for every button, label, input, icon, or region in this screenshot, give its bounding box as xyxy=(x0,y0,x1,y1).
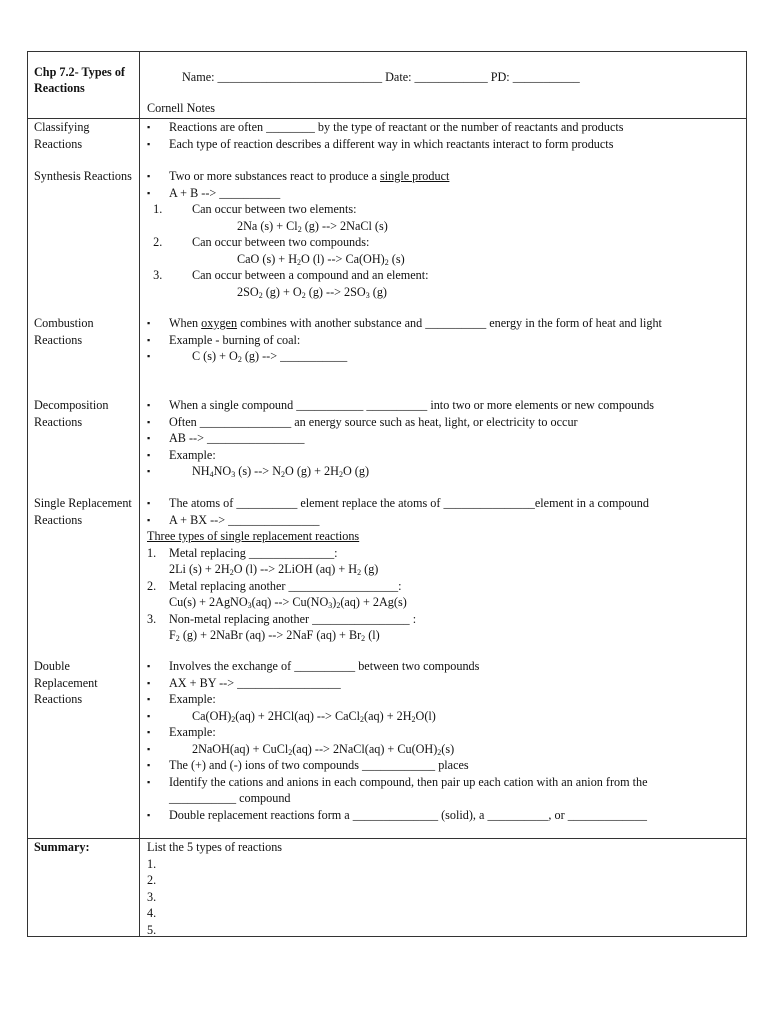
bullet-icon xyxy=(147,332,150,349)
summary-item: 5. xyxy=(147,922,157,937)
double-bullet-8: Identify the cations and anions in each compound, then pair up each cation with an anion from the xyxy=(169,774,648,789)
decomposition-section xyxy=(147,397,742,480)
bullet-icon xyxy=(147,430,150,447)
single-item-2: Metal replacing another __________________: xyxy=(169,578,402,593)
classifying-section xyxy=(147,119,742,152)
bullet-icon xyxy=(147,708,150,725)
bullet-icon xyxy=(147,741,150,758)
equation: C $(s) + O_2$ (g) --> ___________ xyxy=(192,349,348,364)
double-replacement-section xyxy=(147,658,742,823)
double-bullet-7: The (+) and (-) ions of two compounds ____________ places xyxy=(169,758,469,772)
bullet-icon xyxy=(147,675,150,692)
summary-section xyxy=(147,839,742,938)
chapter-title: Chp 7.2- Types of Reactions xyxy=(34,65,125,95)
classifying-label: Classifying Reactions xyxy=(34,120,90,151)
bullet-icon xyxy=(147,495,150,512)
summary-item: 1. xyxy=(147,856,157,871)
summary-item: 3. xyxy=(147,889,157,904)
bullet-icon xyxy=(147,397,150,414)
bullet-icon xyxy=(147,168,150,185)
equation: $F_2$ (g) + 2NaBr (aq) --> 2NaF $(aq) + Br_2$ (l) xyxy=(169,628,380,643)
synthesis-section: ▪ Two or more substances react to produce a single product ▪ A + B --> __________ 1. Can occur between two elements: 2Na $(s) + Cl_2$ (g) --> 2NaCl (s) 2. Can occur between two compounds: CaO $(s) + H_2O$ (l) --> $Ca(OH)_2$ (s) 3. Can occur between a compound and an element: $2SO_2$ $(g) + O_2$ (g) --> $2SO_3$ (g) xyxy=(147,168,742,300)
single-bullet-2: A + BX --> _______________ xyxy=(169,512,320,527)
double-bullet-2: AX + BY --> _________________ xyxy=(169,675,341,690)
combustion-label: Combustion Reactions xyxy=(34,316,94,347)
synthesis-label: Synthesis Reactions xyxy=(34,169,132,183)
summary-prompt: List the 5 types of reactions xyxy=(147,840,283,854)
synthesis-item-1: Can occur between two elements: xyxy=(192,202,357,216)
double-bullet-3: Example: xyxy=(169,692,216,706)
decomposition-bullet-3: AB --> ________________ xyxy=(169,431,305,445)
double-bullet-9: Double replacement reactions form a ______________ (solid), a __________, or _____________ xyxy=(169,807,647,822)
bullet-icon xyxy=(147,185,150,202)
bullet-icon xyxy=(147,757,150,774)
equation: 2Li $(s) + 2H_2O$ (l) --> 2LiOH $(aq) + H_2$ (g) xyxy=(169,562,379,577)
summary-item: 2. xyxy=(147,873,157,887)
decomposition-bullet-2: Often _______________ an energy source such as heat, light, or electricity to occur xyxy=(169,414,578,429)
double-bullet-5: Example: xyxy=(169,725,216,739)
synthesis-bullet-1: Two or more substances react to produce a single product xyxy=(169,169,450,183)
double-replacement-label: Double Replacement Reactions xyxy=(34,659,98,706)
bullet-icon xyxy=(147,807,150,824)
bullet-icon xyxy=(147,447,150,464)
decomposition-bullet-1: When a single compound ___________ __________ into two or more elements or new compounds xyxy=(169,398,655,412)
equation: $NH_4NO_3$ (s) --> $N_2O$ $(g) + 2H_2O$ (g) xyxy=(192,464,369,479)
bullet-icon xyxy=(147,414,150,431)
combustion-section xyxy=(147,315,742,365)
double-bullet-1: Involves the exchange of __________ between two compounds xyxy=(169,659,480,673)
single-bullet-1: The atoms of __________ element replace the atoms of _______________element in a compound xyxy=(169,496,649,510)
name-date-pd-line: Name: ___________________________ Date: ____________ PD: ___________ xyxy=(182,70,580,84)
bullet-icon xyxy=(147,315,150,332)
bullet-icon xyxy=(147,774,150,791)
double-bullet-8-continued: ___________ compound xyxy=(169,791,291,805)
bullet-icon xyxy=(147,463,150,480)
equation: 2Na $(s) + Cl_2$ (g) --> 2NaCl (s) xyxy=(237,218,388,234)
classifying-bullet-2: Each type of reaction describes a different way in which reactants interact to form products xyxy=(169,136,614,151)
cornell-notes-label: Cornell Notes xyxy=(147,101,216,115)
column-divider xyxy=(139,51,140,937)
synthesis-bullet-2: A + B --> __________ xyxy=(169,185,281,200)
single-item-3: Non-metal replacing another ________________ : xyxy=(169,611,417,626)
single-subheading: Three types of single replacement reactions xyxy=(147,529,360,543)
bullet-icon xyxy=(147,691,150,708)
decomposition-bullet-4: Example: xyxy=(169,447,216,462)
single-replacement-label: Single Replacement Reactions xyxy=(34,496,132,527)
classifying-bullet-1: Reactions are often ________ by the type of reactant or the number of reactants and products xyxy=(169,120,624,134)
bullet-icon xyxy=(147,512,150,529)
decomposition-label: Decomposition Reactions xyxy=(34,398,109,429)
synthesis-item-3: Can occur between a compound and an element: xyxy=(192,268,429,282)
bullet-icon xyxy=(147,136,150,153)
synthesis-item-2: Can occur between two compounds: xyxy=(192,235,370,249)
equation: $2SO_2$ $(g) + O_2$ (g) --> $2SO_3$ (g) xyxy=(237,284,387,300)
bullet-icon xyxy=(147,724,150,741)
equation: 2NaOH(aq) + CuCl$_2$(aq) --> 2NaCl(aq) + $Cu(OH)_2(s)$ xyxy=(192,741,455,757)
combustion-bullet-2: Example - burning of coal: xyxy=(169,332,301,347)
equation: $Ca(OH)_2(aq) + 2HCl(aq)$ --> CaCl$_2$(aq) + $2H_2O(l)$ xyxy=(192,708,436,724)
single-item-1: Metal replacing ______________: xyxy=(169,545,338,560)
combustion-bullet-1: When oxygen combines with another substance and __________ energy in the form of heat and light xyxy=(169,316,662,330)
summary-label: Summary: xyxy=(34,840,90,854)
bullet-icon xyxy=(147,658,150,675)
bullet-icon xyxy=(147,119,150,136)
bullet-icon xyxy=(147,348,150,365)
summary-item: 4. xyxy=(147,906,157,920)
equation: Cu(s) + 2AgNO$_3$(aq) --> $Cu(NO_3)_2(aq) + 2Ag(s)$ xyxy=(169,595,407,610)
single-replacement-section: ▪ The atoms of __________ element replace the atoms of _______________element in a compound ▪ A + BX --> _______________ Three types of single replacement reactions 1. Metal replacing ______________: 2Li $(s) + 2H_2O$ (l) --> 2LiOH $(aq) + H_2$ (g) 2. Metal replacing another __________________: Cu(s) + 2AgNO$_3$(aq) --> $Cu(NO_3)_2(aq) + 2Ag(s)$ 3. Non-metal replacing another ________________ : $F_2$ (g) + 2NaBr (aq) --> 2NaF $(aq) + Br_2$ (l) xyxy=(147,495,742,644)
equation: CaO $(s) + H_2O$ (l) --> $Ca(OH)_2$ (s) xyxy=(237,251,405,267)
